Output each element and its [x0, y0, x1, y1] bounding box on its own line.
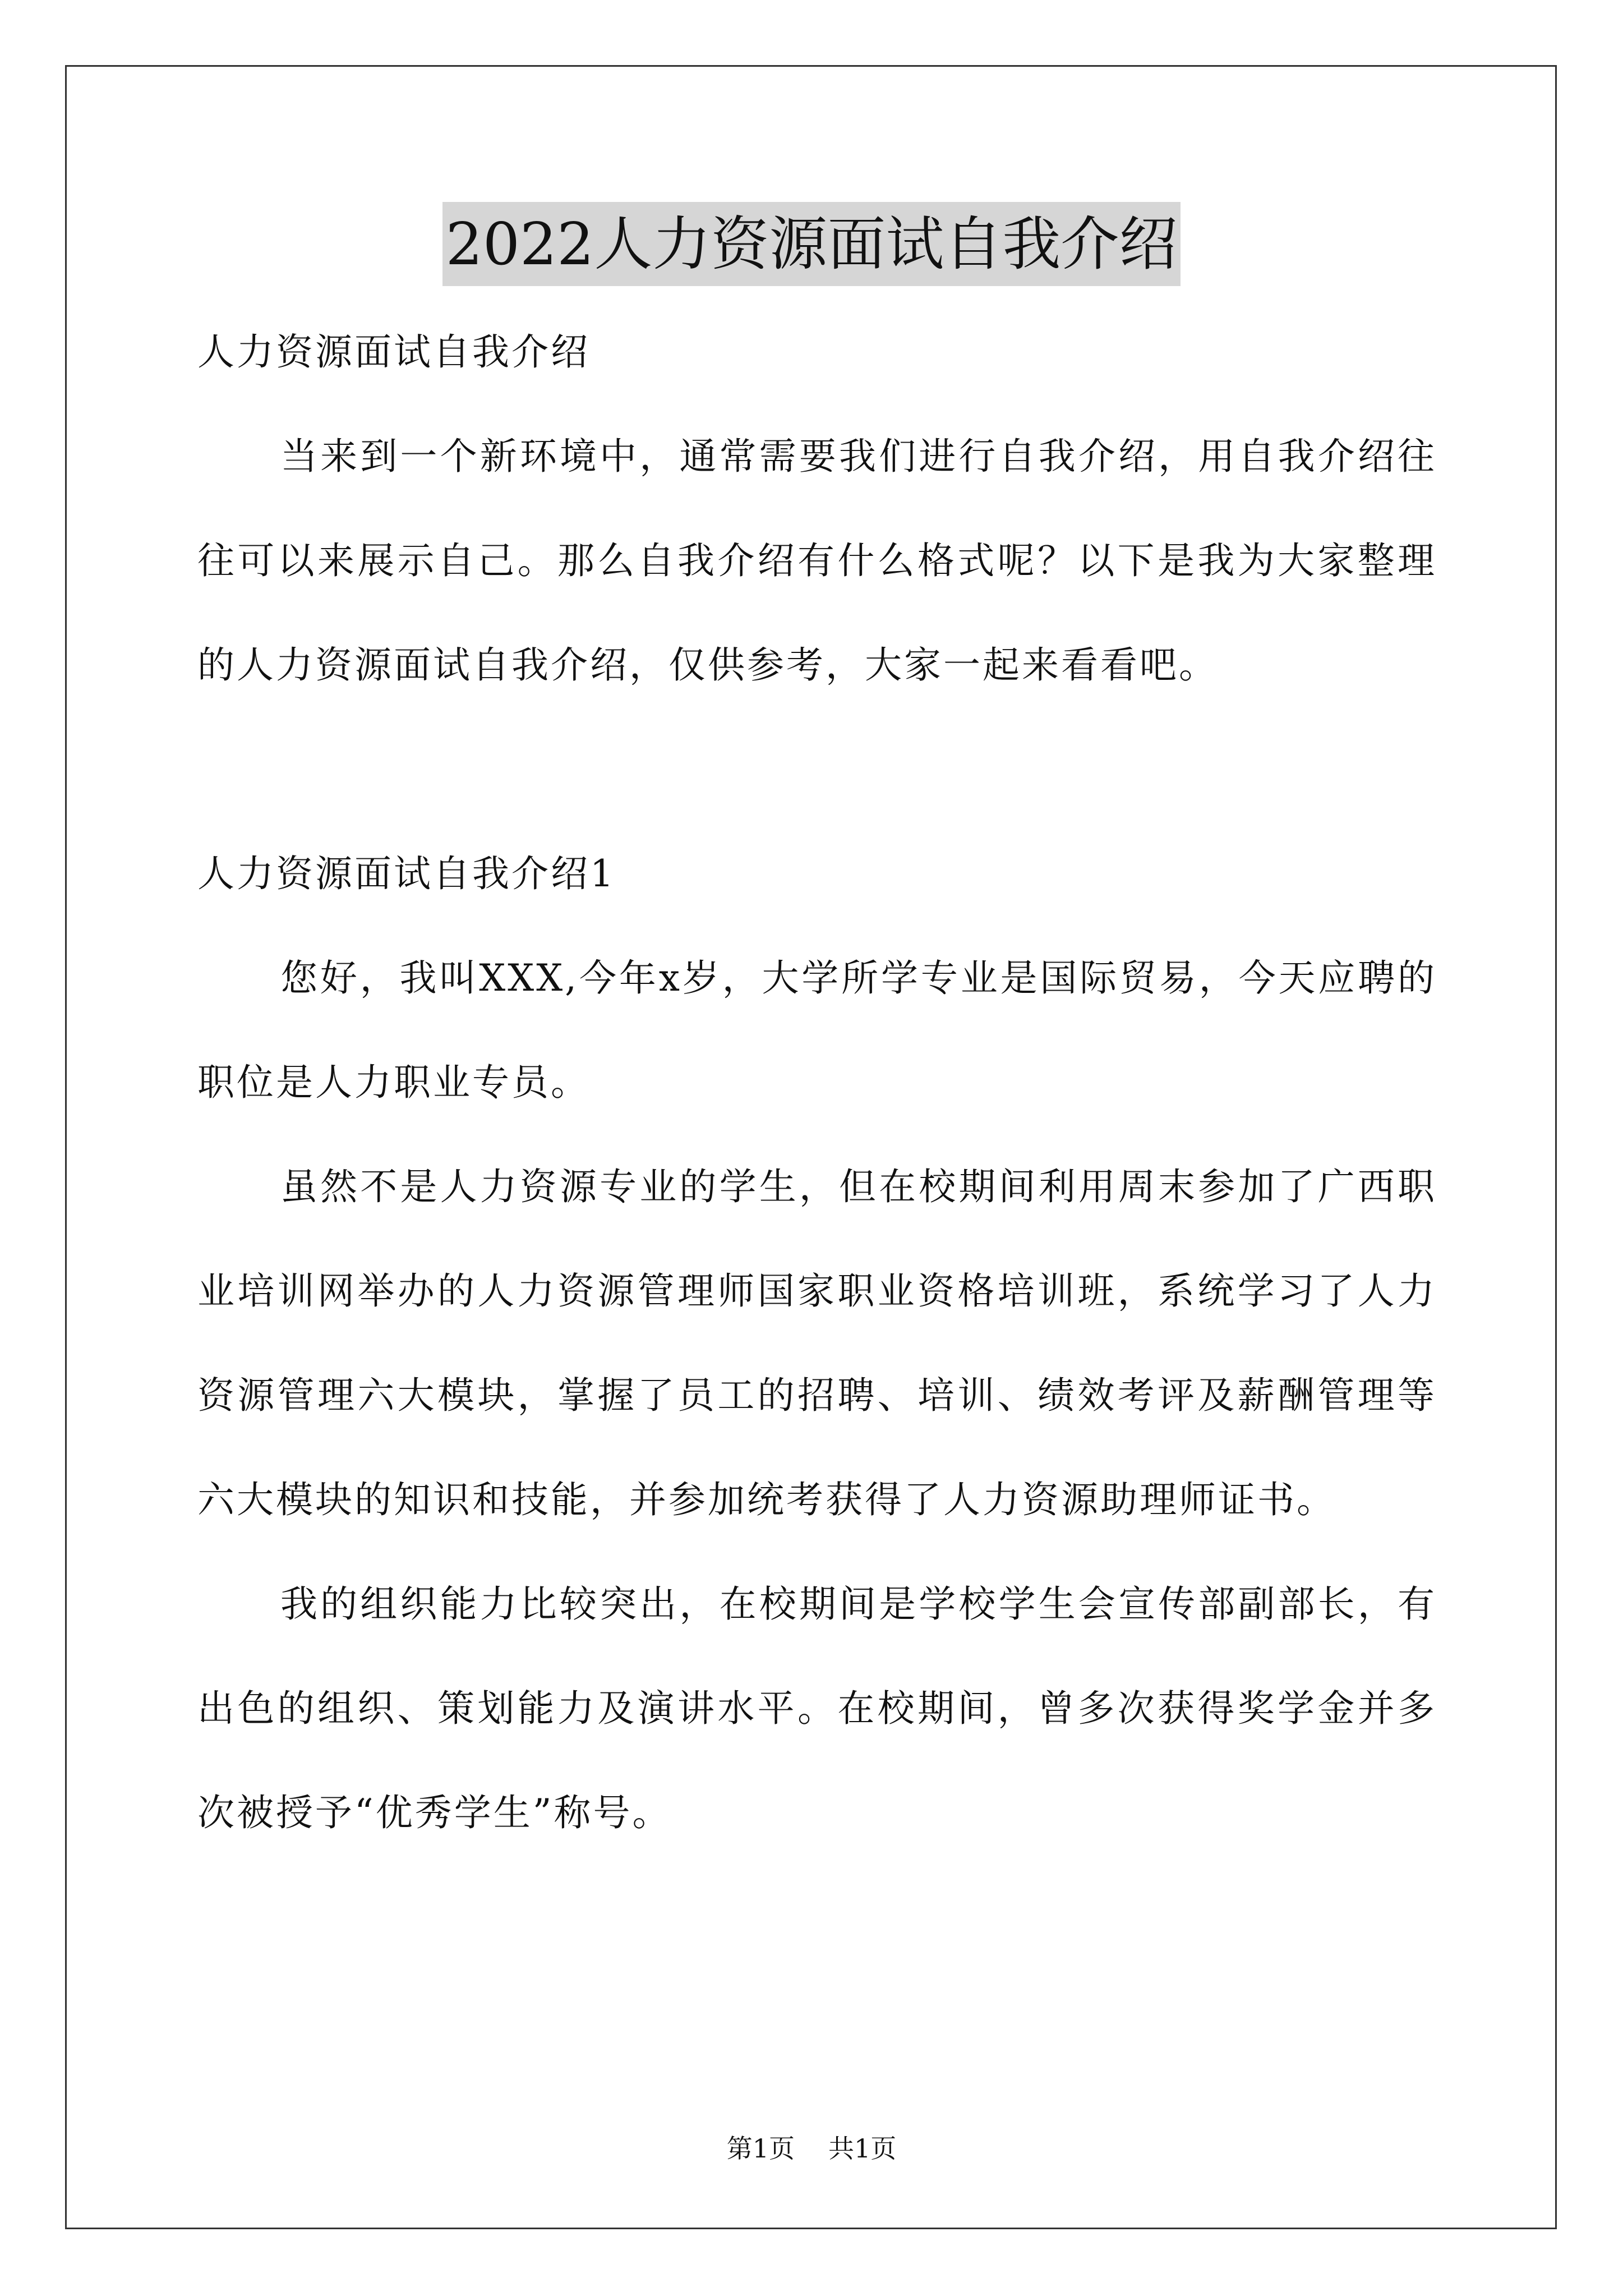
section-heading-1: 人力资源面试自我介绍1	[197, 852, 616, 895]
intro-paragraph: 当来到一个新环境中，通常需要我们进行自我介绍，用自我介绍往往可以来展示自己。那么自我介绍有什么格式呢？以下是我为大家整理的人力资源面试自我介绍，仅供参考，大家一起来看看吧。	[197, 435, 1437, 687]
body-paragraph-3: 我的组织能力比较突出，在校期间是学校学生会宣传部副部长，有出色的组织、策划能力及演讲水平。在校期间，曾多次获得奖学金并多次被授予“优秀学生”称号。	[197, 1582, 1437, 1834]
page-footer	[0, 2132, 1623, 2165]
page-total: 共1页	[828, 2133, 897, 2164]
page-number: 第1页	[726, 2133, 795, 2164]
body-paragraph-1: 您好，我叫XXX,今年x岁，大学所学专业是国际贸易，今天应聘的职位是人力职业专员。	[197, 956, 1437, 1104]
document-title: 2022人力资源面试自我介绍	[442, 202, 1181, 286]
title-wrap	[0, 202, 1623, 286]
body-paragraph-2: 虽然不是人力资源专业的学生，但在校期间利用周末参加了广西职业培训网举办的人力资源管理师国家职业资格培训班，系统学习了人力资源管理六大模块，掌握了员工的招聘、培训、绩效考评及薪酬管理等六大模块的知识和技能，并参加统考获得了人力资源助理师证书。	[197, 1165, 1437, 1521]
document-body	[197, 300, 1437, 1865]
section-heading: 人力资源面试自我介绍	[197, 330, 590, 374]
